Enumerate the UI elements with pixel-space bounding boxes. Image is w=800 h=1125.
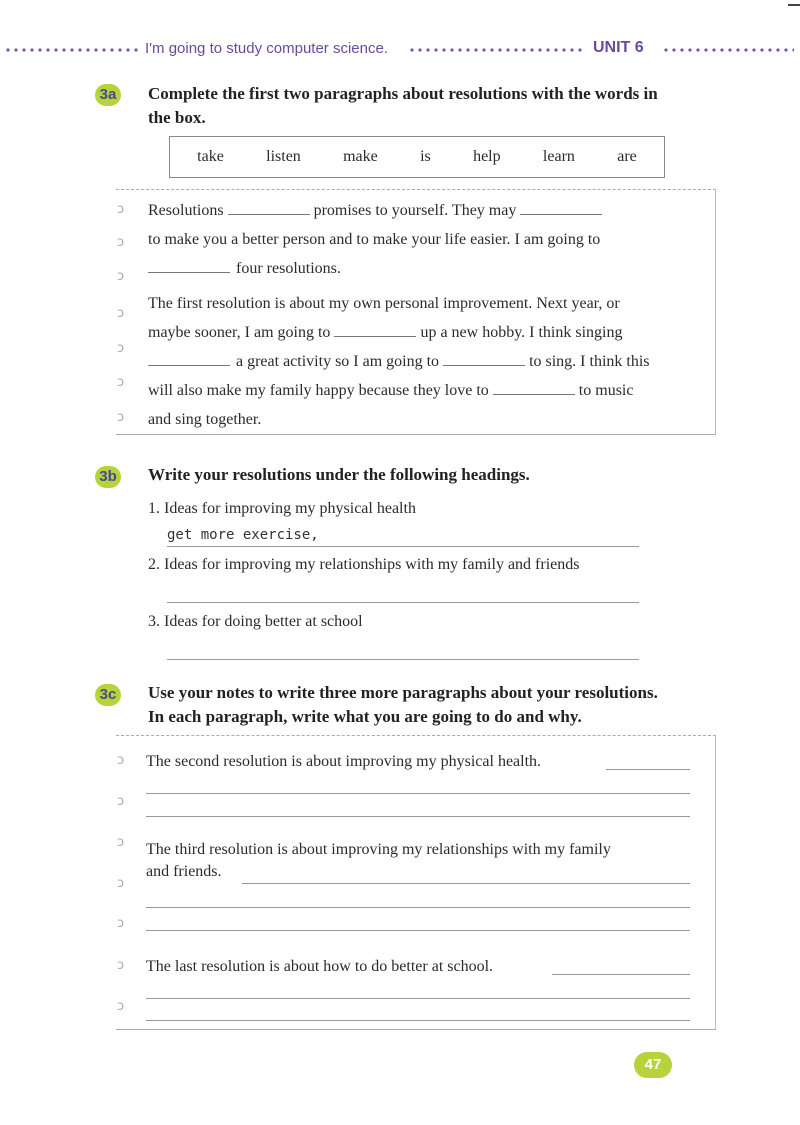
word-box bbox=[169, 136, 665, 178]
gap-2[interactable] bbox=[520, 213, 602, 215]
gap-3[interactable] bbox=[148, 271, 230, 273]
exercise-3b-instruction: Write your resolutions under the following headings. bbox=[148, 465, 530, 484]
p2-text: maybe sooner, I am going to bbox=[148, 324, 331, 341]
ring-icon: ↄ bbox=[117, 916, 125, 931]
ring-icon: ↄ bbox=[117, 876, 125, 891]
prompt-last-resolution: The last resolution is about how to do better at school. bbox=[146, 958, 494, 975]
gap-6[interactable] bbox=[443, 364, 525, 366]
word-are: are bbox=[617, 148, 637, 165]
exercise-3c-instruction bbox=[148, 681, 748, 729]
write-line[interactable] bbox=[146, 930, 690, 931]
p2-text: will also make my family happy because they love to bbox=[148, 382, 489, 399]
ring-icon: ↄ bbox=[117, 753, 125, 768]
exercise-3a-badge: 3a bbox=[95, 84, 121, 106]
write-line[interactable] bbox=[167, 659, 639, 660]
exercise-3a-instruction bbox=[148, 82, 748, 130]
header-dots-left bbox=[4, 48, 142, 52]
word-take: take bbox=[197, 148, 224, 165]
answer-1[interactable]: get more exercise, bbox=[167, 527, 319, 543]
write-line[interactable] bbox=[167, 602, 639, 603]
prompt-second-resolution: The second resolution is about improving my physical health. bbox=[146, 753, 542, 770]
list-item-3: 3. Ideas for doing better at school bbox=[148, 613, 363, 630]
write-line[interactable] bbox=[146, 907, 690, 908]
ring-icon: ↄ bbox=[117, 202, 125, 217]
p2-text: to sing. I think this bbox=[529, 353, 650, 370]
ring-icon: ↄ bbox=[117, 410, 125, 425]
p2-text: up a new hobby. I think singing bbox=[420, 324, 623, 341]
exercise-3c-badge: 3c bbox=[95, 684, 121, 706]
paragraph-1 bbox=[148, 196, 708, 283]
gap-1[interactable] bbox=[228, 213, 310, 215]
paragraph-2 bbox=[148, 289, 708, 434]
ring-icon: ↄ bbox=[117, 794, 125, 809]
instruction-line2: the box. bbox=[148, 108, 206, 127]
p2-text: a great activity so I am going to bbox=[236, 353, 440, 370]
p1-text: Resolutions bbox=[148, 202, 224, 219]
ring-icon: ↄ bbox=[117, 375, 125, 390]
instruction-line2: In each paragraph, write what you are going to do and why. bbox=[148, 707, 582, 726]
corner-mark bbox=[788, 4, 800, 6]
header-dots-middle bbox=[408, 48, 584, 52]
ring-icon: ↄ bbox=[117, 341, 125, 356]
word-listen: listen bbox=[266, 148, 301, 165]
write-line[interactable] bbox=[167, 546, 639, 547]
write-line[interactable] bbox=[606, 769, 690, 770]
write-line[interactable] bbox=[146, 1020, 690, 1021]
write-line[interactable] bbox=[146, 998, 690, 999]
prompt-text: and friends. bbox=[146, 863, 222, 880]
p1-text: four resolutions. bbox=[236, 260, 341, 277]
list-item-2: 2. Ideas for improving my relationships with my family and friends bbox=[148, 556, 580, 573]
write-line[interactable] bbox=[146, 793, 690, 794]
ring-icon: ↄ bbox=[117, 999, 125, 1014]
page-header bbox=[0, 38, 800, 62]
instruction-line1: Complete the first two paragraphs about resolutions with the words in bbox=[148, 84, 658, 103]
ring-icon: ↄ bbox=[117, 269, 125, 284]
write-line[interactable] bbox=[146, 816, 690, 817]
gap-7[interactable] bbox=[493, 393, 575, 395]
prompt-third-resolution bbox=[146, 839, 611, 883]
gap-5[interactable] bbox=[148, 364, 230, 366]
list-item-1: 1. Ideas for improving my physical health bbox=[148, 500, 416, 517]
word-is: is bbox=[420, 148, 431, 165]
exercise-3b-badge: 3b bbox=[95, 466, 121, 488]
p2-text: and sing together. bbox=[148, 411, 262, 428]
page-number: 47 bbox=[634, 1052, 672, 1078]
unit-title: UNIT 6 bbox=[593, 39, 644, 56]
word-make: make bbox=[343, 148, 378, 165]
p1-text: promises to yourself. They may bbox=[313, 202, 517, 219]
gap-4[interactable] bbox=[334, 335, 416, 337]
prompt-text: The third resolution is about improving my relationships with my family bbox=[146, 841, 611, 858]
ring-icon: ↄ bbox=[117, 235, 125, 250]
write-line[interactable] bbox=[242, 883, 690, 884]
ring-icon: ↄ bbox=[117, 306, 125, 321]
write-line[interactable] bbox=[552, 974, 690, 975]
instruction-line1: Use your notes to write three more paragraphs about your resolutions. bbox=[148, 683, 658, 702]
word-learn: learn bbox=[542, 148, 575, 165]
p2-text: to music bbox=[578, 382, 634, 399]
p2-text: The first resolution is about my own personal improvement. Next year, or bbox=[148, 295, 620, 312]
word-help: help bbox=[473, 148, 501, 165]
ring-icon: ↄ bbox=[117, 835, 125, 850]
header-title: I'm going to study computer science. bbox=[145, 40, 388, 57]
ring-icon: ↄ bbox=[117, 958, 125, 973]
p1-text: to make you a better person and to make your life easier. I am going to bbox=[148, 231, 601, 248]
header-dots-right bbox=[662, 48, 794, 52]
